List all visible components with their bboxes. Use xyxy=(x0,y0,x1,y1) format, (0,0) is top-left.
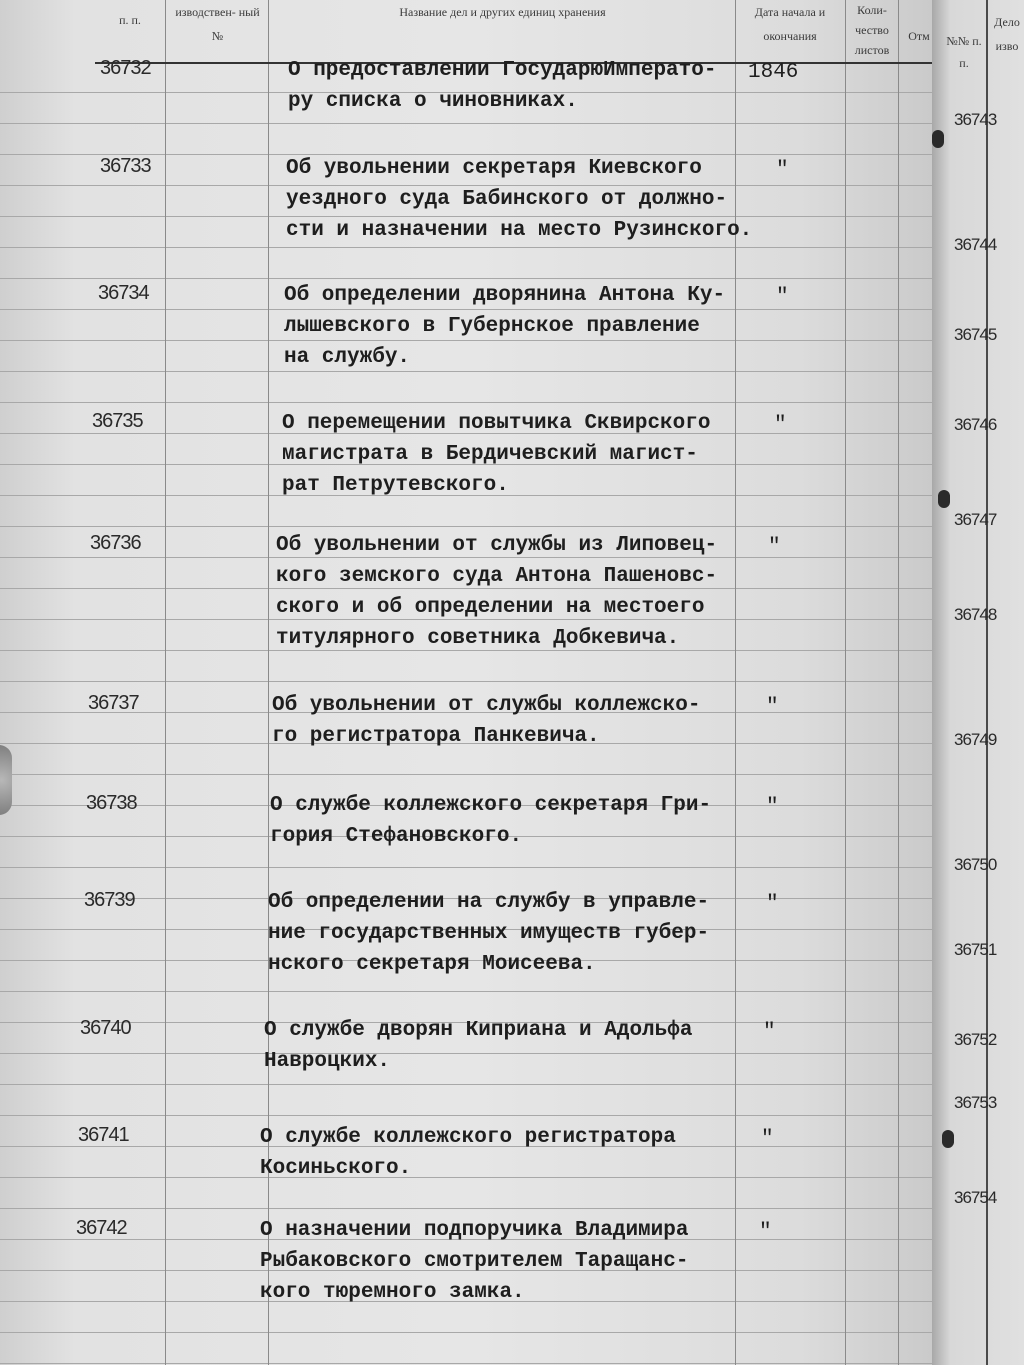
ruled-line xyxy=(0,278,940,279)
ruled-line xyxy=(0,123,940,124)
record-number: 36735 xyxy=(92,410,143,432)
record-number: 36742 xyxy=(76,1217,127,1239)
ruled-line xyxy=(0,681,940,682)
header-title: Название дел и других единиц хранения xyxy=(399,5,606,19)
record-title-line: Рыбаковского смотрителем Таращанс- xyxy=(260,1250,689,1273)
record-number: 36737 xyxy=(88,692,139,714)
next-page-record-number: 36753 xyxy=(954,1093,997,1112)
ruled-line xyxy=(0,1084,940,1085)
ruled-line xyxy=(0,1332,940,1333)
record-title-line: Косиньского. xyxy=(260,1157,412,1180)
record-title-line: Об увольнении от службы коллежско- xyxy=(272,694,701,717)
next-page-record-number: 36751 xyxy=(954,940,997,959)
ruled-line xyxy=(0,991,940,992)
next-page-record-number: 36752 xyxy=(954,1030,997,1049)
record-date: " xyxy=(768,536,781,559)
record-title-line: О назначении подпоручика Владимира xyxy=(260,1219,689,1242)
next-page-header-prod: Дело изво xyxy=(994,15,1020,53)
record-date: 1846 xyxy=(748,61,799,84)
record-title-line: титулярного советника Добкевича. xyxy=(276,627,680,650)
record-date: " xyxy=(774,414,787,437)
record-date: " xyxy=(766,696,779,719)
next-page-divider xyxy=(986,0,988,1365)
next-page-record-number: 36749 xyxy=(954,730,997,749)
record-date: " xyxy=(776,286,789,309)
header-sheet-count: Коли- чество листов xyxy=(854,3,890,57)
header-dates: Дата начала и окончания xyxy=(754,5,826,43)
record-title-line: Об увольнении от службы из Липовец- xyxy=(276,534,718,557)
record-title-line: О службе дворян Киприана и Адольфа xyxy=(264,1019,693,1042)
record-date: " xyxy=(766,893,779,916)
record-number: 36732 xyxy=(100,57,151,79)
record-date: " xyxy=(766,796,779,819)
ruled-line xyxy=(0,774,940,775)
ruled-line xyxy=(0,867,940,868)
record-date: " xyxy=(761,1128,774,1151)
record-title-line: О перемещении повытчика Сквирского xyxy=(282,412,711,435)
binding-hole xyxy=(938,490,950,508)
ruled-line xyxy=(0,526,940,527)
record-title-line: Об определении дворянина Антона Ку- xyxy=(284,284,726,307)
record-title-line: нского секретаря Моисеева. xyxy=(268,953,596,976)
next-page-record-number: 36754 xyxy=(954,1188,997,1207)
column-divider xyxy=(165,0,166,1365)
record-title-line: сти и назначении на место Рузинского. xyxy=(286,219,753,242)
ruled-line xyxy=(0,1053,940,1054)
record-title-line: ского и об определении на местоего xyxy=(276,596,705,619)
next-page-record-number: 36750 xyxy=(954,855,997,874)
ruled-line xyxy=(0,402,940,403)
next-page-record-number: 36747 xyxy=(954,510,997,529)
record-date: " xyxy=(759,1221,772,1244)
next-page-header-num: №№ п. п. xyxy=(946,34,982,70)
record-date: " xyxy=(776,159,789,182)
record-number: 36733 xyxy=(100,155,151,177)
thumb xyxy=(0,745,12,815)
record-title-line: рат Петрутевского. xyxy=(282,474,509,497)
record-title-line: лышевского в Губернское правление xyxy=(284,315,700,338)
ruled-line xyxy=(0,247,940,248)
record-title-line: Об увольнении секретаря Киевского xyxy=(286,157,702,180)
ruled-line xyxy=(0,1115,940,1116)
record-number: 36738 xyxy=(86,792,137,814)
record-title-line: ние государственных имуществ губер- xyxy=(268,922,710,945)
record-date: " xyxy=(763,1021,776,1044)
ruled-line xyxy=(0,1363,940,1364)
record-title-line: кого земского суда Антона Пашеновс- xyxy=(276,565,718,588)
next-page-record-number: 36748 xyxy=(954,605,997,624)
header-notes: Отм xyxy=(908,29,930,43)
record-title-line: го регистратора Панкевича. xyxy=(272,725,600,748)
binding-hole xyxy=(932,130,944,148)
next-page-record-number: 36743 xyxy=(954,110,997,129)
binding-hole xyxy=(942,1130,954,1148)
record-title-line: уездного суда Бабинского от должно- xyxy=(286,188,728,211)
record-number: 36736 xyxy=(90,532,141,554)
next-page-record-number: 36746 xyxy=(954,415,997,434)
record-title-line: Навроцких. xyxy=(264,1050,391,1073)
column-divider xyxy=(845,0,846,1365)
next-page-record-number: 36745 xyxy=(954,325,997,344)
record-title-line: кого тюремного замка. xyxy=(260,1281,525,1304)
column-divider xyxy=(898,0,899,1365)
record-title-line: на службу. xyxy=(284,346,411,369)
record-title-line: ру списка о чиновниках. xyxy=(288,90,578,113)
header-num: п. п. xyxy=(119,13,141,27)
record-title-line: гория Стефановского. xyxy=(270,825,523,848)
header-production-number: изводствен- ный № xyxy=(175,5,260,43)
next-page-edge xyxy=(932,0,1024,1365)
ruled-line xyxy=(0,371,940,372)
record-number: 36740 xyxy=(80,1017,131,1039)
record-number: 36734 xyxy=(98,282,149,304)
record-title-line: О предоставлении ГосударюИмперато- xyxy=(288,59,717,82)
record-number: 36741 xyxy=(78,1124,129,1146)
record-title-line: Об определении на службу в управле- xyxy=(268,891,710,914)
record-title-line: О службе коллежского регистратора xyxy=(260,1126,676,1149)
ruled-line xyxy=(0,1208,940,1209)
next-page-record-number: 36744 xyxy=(954,235,997,254)
record-title-line: магистрата в Бердичевский магист- xyxy=(282,443,698,466)
ruled-line xyxy=(0,1177,940,1178)
column-divider xyxy=(735,0,736,1365)
record-number: 36739 xyxy=(84,889,135,911)
record-title-line: О службе коллежского секретаря Гри- xyxy=(270,794,712,817)
